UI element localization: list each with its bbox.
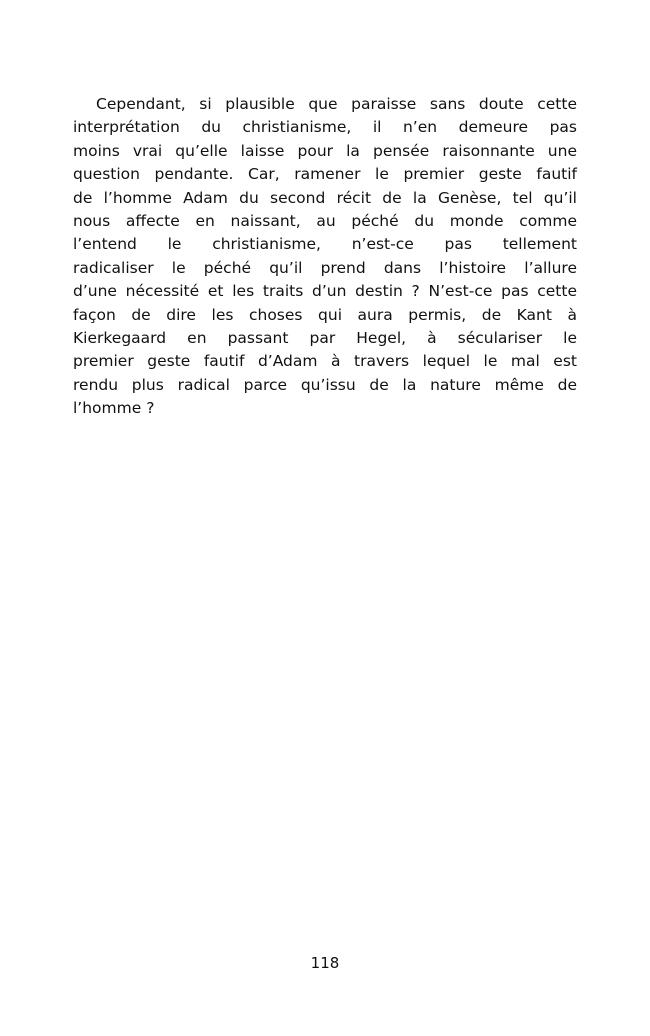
paragraph-line: façon de dire les choses qui aura permis, de Kant à (73, 305, 577, 324)
paragraph-line: d’une nécessité et les traits d’un destin ? N’est-ce pas cette (73, 282, 577, 301)
page-number: 118 (310, 954, 340, 972)
paragraph-line: moins vrai qu’elle laisse pour la pensée raisonnante une (73, 141, 577, 160)
paragraph-line: question pendante. Car, ramener le premier geste fautif (73, 165, 577, 184)
paragraph-line: interprétation du christianisme, il n’en demeure pas (73, 118, 577, 137)
body-paragraph (73, 93, 577, 421)
paragraph-line: premier geste fautif d’Adam à travers lequel le mal est (73, 352, 577, 371)
paragraph-line: Cependant, si plausible que paraisse sans doute cette (96, 95, 577, 113)
paragraph-line: l’homme ? (73, 399, 155, 418)
paragraph-line: rendu plus radical parce qu’issu de la nature même de (73, 375, 577, 394)
paragraph-line: Kierkegaard en passant par Hegel, à séculariser le (73, 329, 577, 348)
paragraph-line: radicaliser le péché qu’il prend dans l’histoire l’allure (73, 258, 577, 277)
paragraph-line: l’entend le christianisme, n’est-ce pas tellement (73, 235, 577, 254)
paragraph-line: nous affecte en naissant, au péché du monde comme (73, 212, 577, 231)
paragraph-line: de l’homme Adam du second récit de la Genèse, tel qu’il (73, 188, 577, 207)
